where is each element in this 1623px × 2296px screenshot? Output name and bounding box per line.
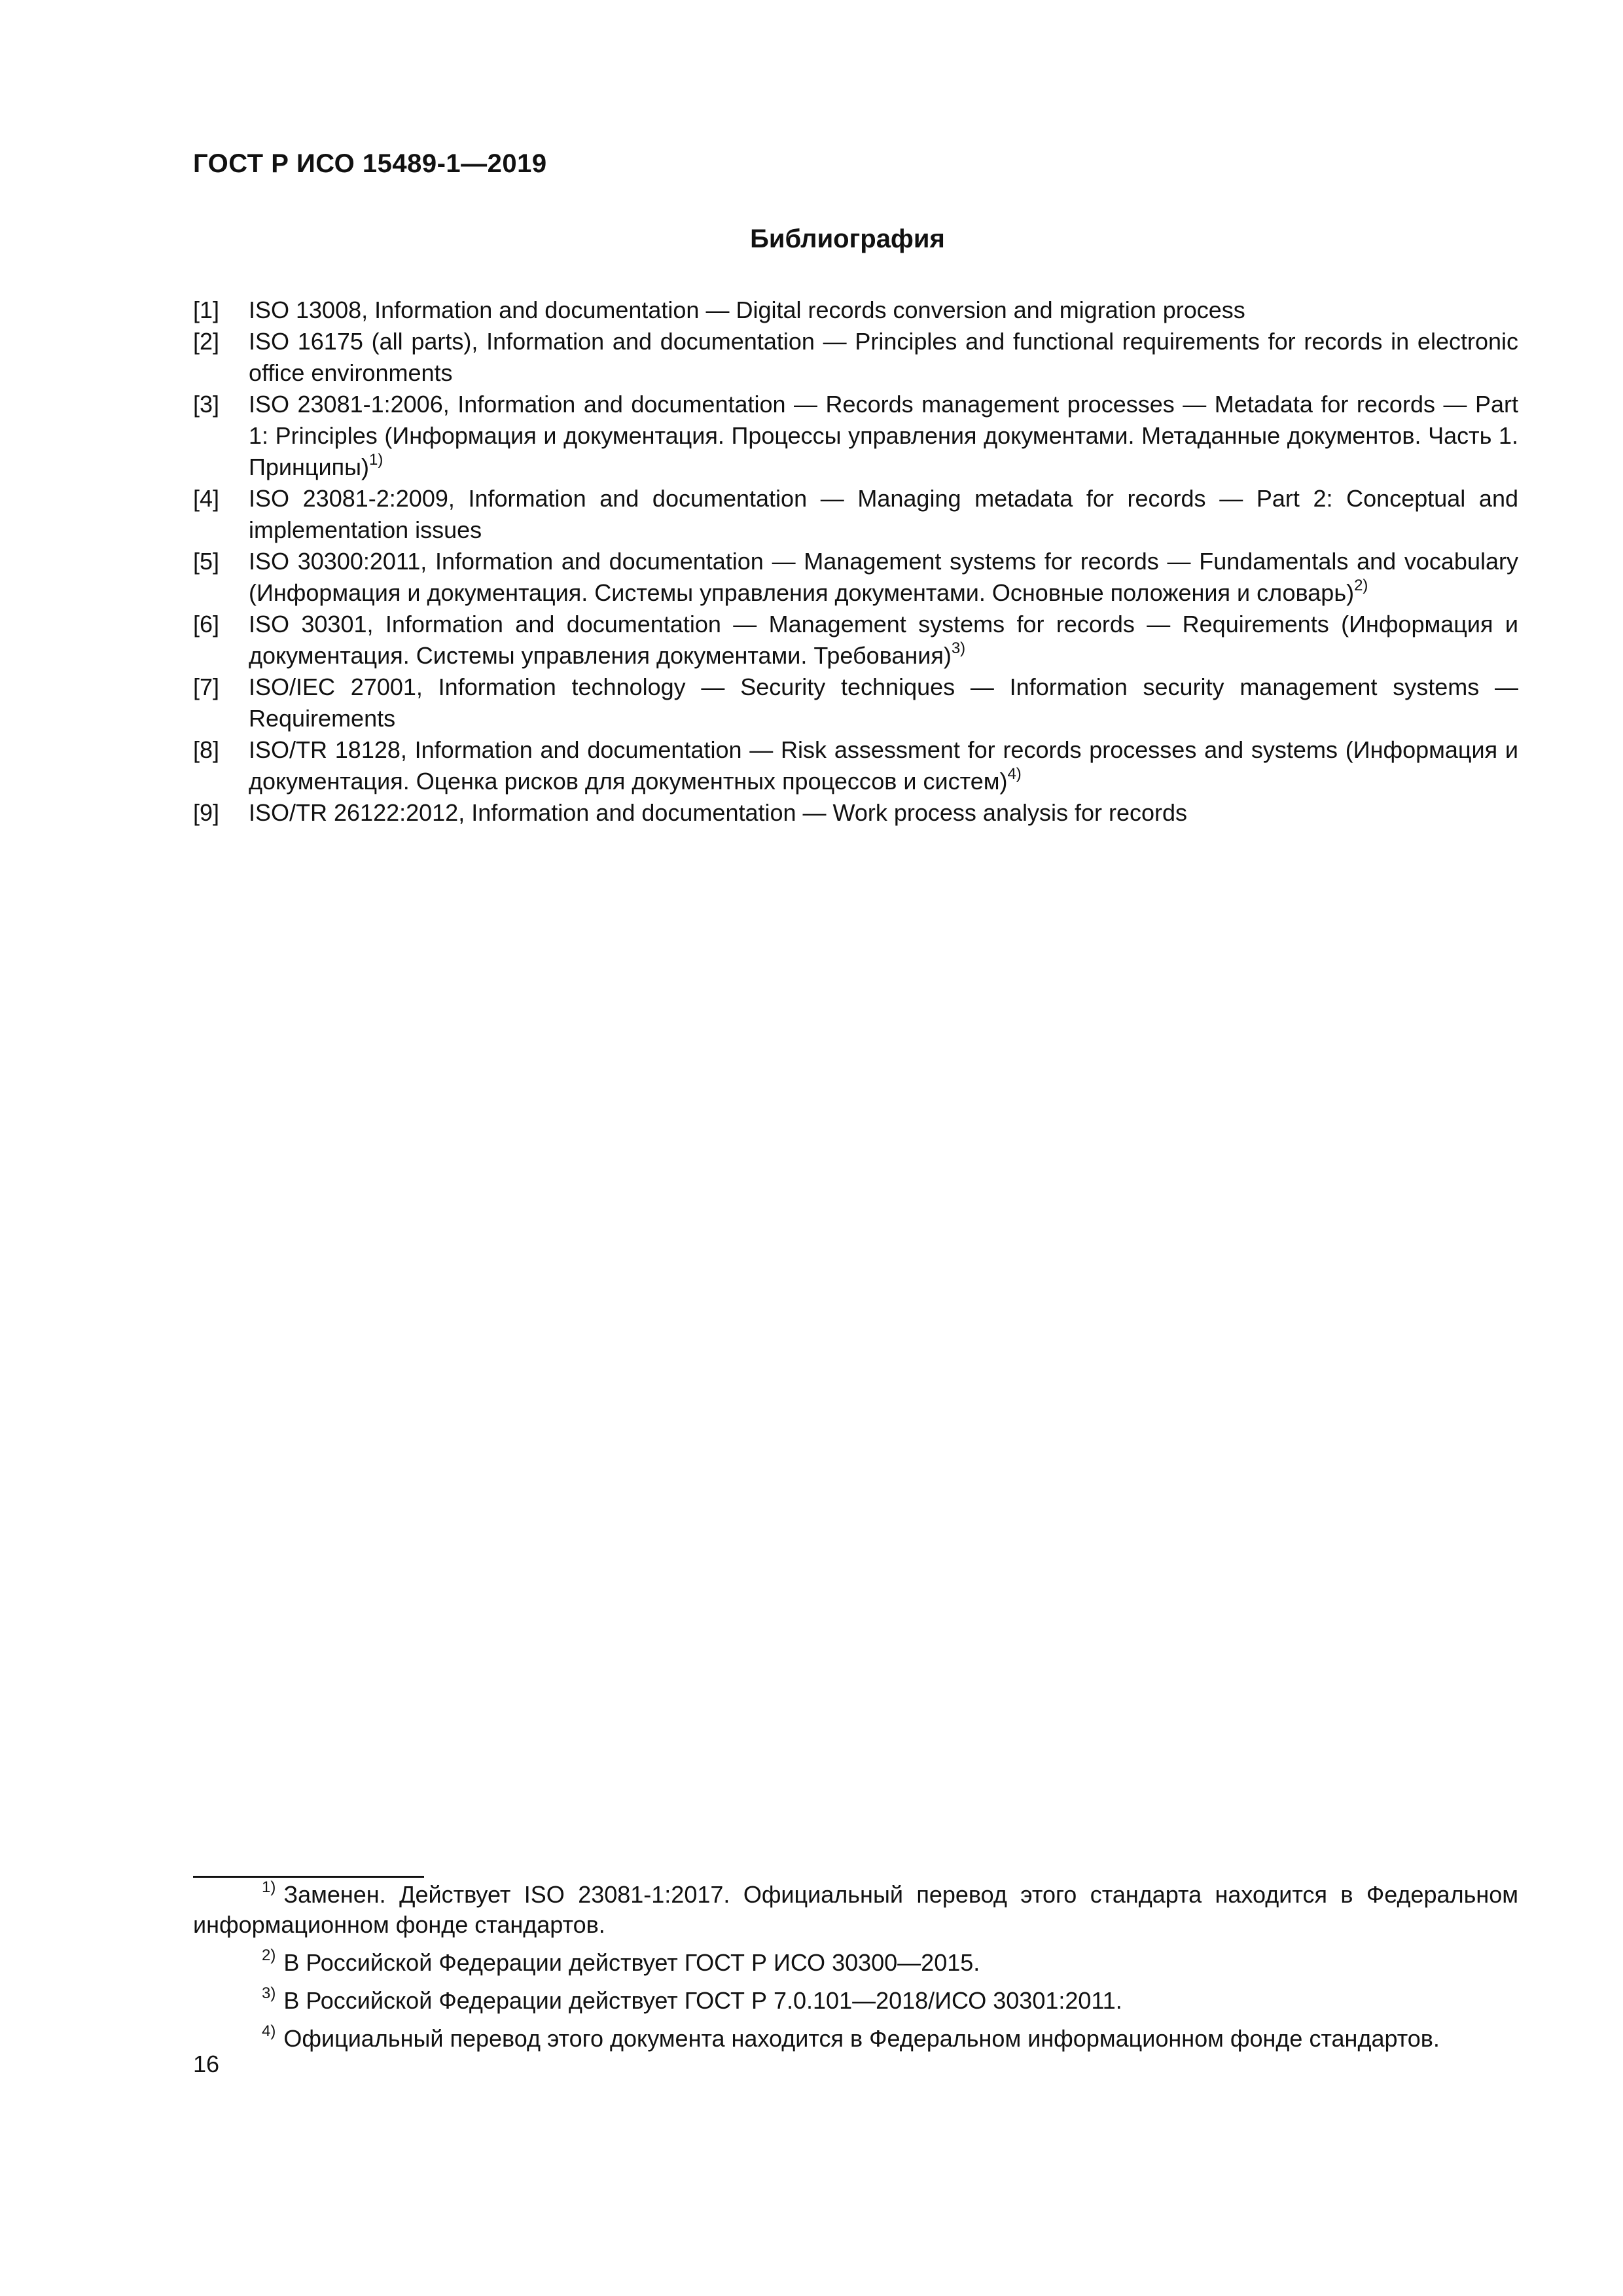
entry-number: [3] [193, 391, 220, 418]
section-title: Библиография [750, 224, 945, 253]
entry-number: [2] [193, 328, 220, 355]
entry-number: [9] [193, 799, 220, 826]
bibliography-entry [193, 734, 1518, 797]
entry-text: ISO 23081-2:2009, Information and documentation — Managing metadata for records — Part 2: Conceptual and implementation issues [249, 485, 1518, 543]
document-header: ГОСТ Р ИСО 15489-1—2019 [193, 149, 547, 178]
entry-text: ISO/TR 18128, Information and documentation — Risk assessment for records processes and systems (Информация и документация. Оценка рисков для документных процессов и систем)$^{4)}$ [249, 736, 1518, 795]
entry-number: [1] [193, 296, 220, 323]
footnote-text: В Российской Федерации действует ГОСТ Р 7.0.101—2018/ИСО 30301:2011. [283, 1987, 1122, 2014]
entry-text: ISO 13008, Information and documentation — Digital records conversion and migration process [249, 296, 1245, 323]
footnote-mark: 3) [262, 1984, 276, 2002]
entry-number: [4] [193, 485, 220, 512]
page-number: 16 [193, 2051, 220, 2077]
entry-text: ISO/TR 26122:2012, Information and documentation — Work process analysis for records [249, 799, 1188, 826]
entry-number: [8] [193, 736, 220, 763]
bibliography-entry [193, 295, 1518, 326]
bibliography-entry [193, 672, 1518, 734]
entry-number: [6] [193, 611, 220, 637]
bibliography-entry [193, 389, 1518, 483]
footnote-mark: 2) [262, 1946, 276, 1964]
entry-number: [5] [193, 548, 220, 575]
footnote-ref: 1) [368, 451, 383, 469]
footnote-ref: 4) [1007, 765, 1022, 783]
bibliography-entry [193, 609, 1518, 672]
entry-text: ISO 30301, Information and documentation — Management systems for records — Requirements (Информация и документация. Системы управления документами. Требования)$^{3)}$ [249, 611, 1518, 669]
footnote-mark: 1) [262, 1878, 276, 1896]
bibliography-entry [193, 797, 1518, 829]
bibliography-entry [193, 483, 1518, 546]
footnote-divider [193, 1876, 424, 1878]
footnote [193, 1880, 1518, 1940]
entry-text: ISO 23081-1:2006, Information and documentation — Records management processes — Metadata for records — Part 1: Principles (Информация и документация. Процессы управления документами. Метаданные документов. Часть 1. Принципы)$^{1)}$ [249, 391, 1518, 480]
footnote-text: В Российской Федерации действует ГОСТ Р ИСО 30300—2015. [283, 1949, 980, 1976]
footnote-ref: 2) [1354, 577, 1368, 594]
footnote-mark: 4) [262, 2022, 276, 2040]
entry-text: ISO 30300:2011, Information and documentation — Management systems for records — Fundamentals and vocabulary (Информация и документация. Системы управления документами. Основные положения и словарь)$^{2)}$ [249, 548, 1518, 606]
bibliography-entry [193, 546, 1518, 609]
bibliography-list [193, 295, 1518, 829]
footnote [193, 1948, 1518, 1978]
footnote [193, 1986, 1518, 2016]
footnote [193, 2024, 1518, 2054]
footnote-text: Заменен. Действует ISO 23081-1:2017. Официальный перевод этого стандарта находится в Федеральном информационном фонде стандартов. [193, 1881, 1518, 1938]
footnote-ref: 3) [951, 639, 966, 657]
entry-text: ISO/IEC 27001, Information technology — Security techniques — Information security management systems — Requirements [249, 673, 1518, 732]
bibliography-entry [193, 326, 1518, 389]
footnotes [193, 1880, 1518, 2062]
footnote-text: Официальный перевод этого документа находится в Федеральном информационном фонде стандартов. [283, 2025, 1440, 2052]
entry-text: ISO 16175 (all parts), Information and documentation — Principles and functional requirements for records in electronic office environments [249, 328, 1518, 386]
entry-number: [7] [193, 673, 220, 700]
